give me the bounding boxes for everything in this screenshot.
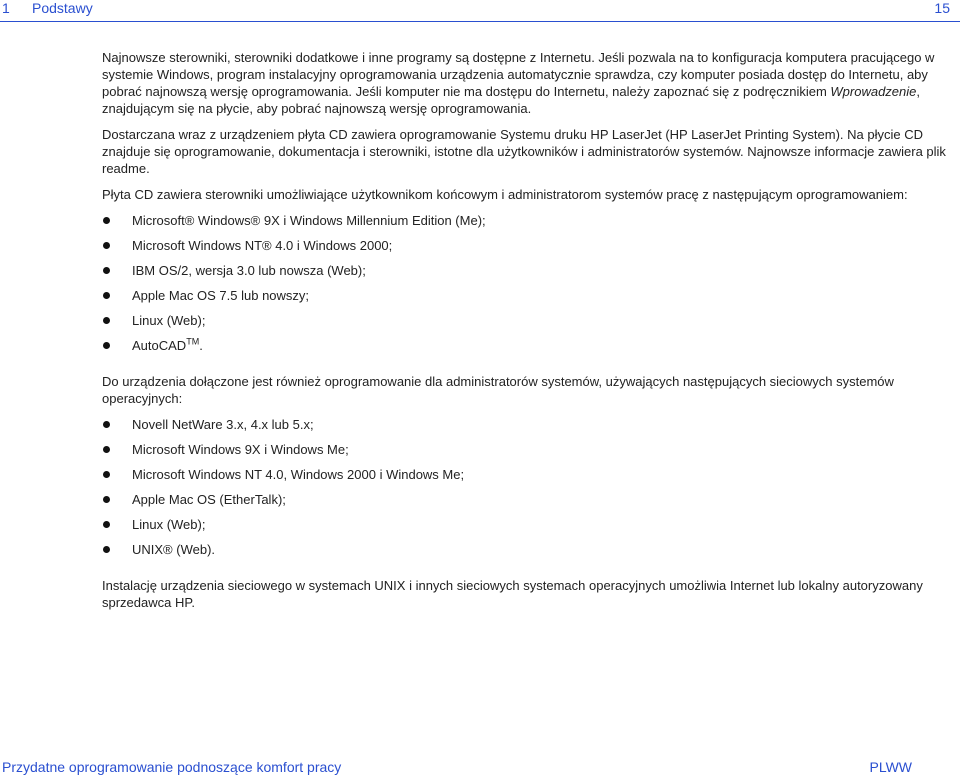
- list-item: [102, 441, 954, 466]
- list-item-text: Microsoft Windows 9X i Windows Me;: [132, 442, 349, 457]
- list-item: [102, 262, 954, 287]
- list-item: [102, 337, 954, 362]
- list-item: [102, 287, 954, 312]
- list-item: [102, 491, 954, 516]
- list-item-text: Linux (Web);: [132, 517, 206, 532]
- list-item-text: Apple Mac OS 7.5 lub nowszy;: [132, 288, 310, 303]
- list-item-text: Linux (Web);: [132, 313, 206, 328]
- bullet-icon: [103, 217, 110, 224]
- bullet-icon: [103, 267, 110, 274]
- list-item-text: Apple Mac OS (EtherTalk);: [132, 492, 286, 507]
- list-item-text: Microsoft Windows NT® 4.0 i Windows 2000;: [132, 238, 393, 253]
- bullet-icon: [103, 521, 110, 528]
- bullet-icon: [103, 421, 110, 428]
- trademark-mark: TM: [186, 336, 200, 347]
- bullet-icon: [103, 317, 110, 324]
- paragraph-cd-drivers-intro: Płyta CD zawiera sterowniki umożliwiające użytkownikom końcowym i administratorom systemów pracę z następującym oprogramowaniem:: [102, 187, 908, 202]
- supported-software-list: [102, 212, 954, 362]
- bullet-icon: [103, 242, 110, 249]
- list-item-text: AutoCAD: [132, 338, 187, 353]
- network-os-list: [102, 416, 954, 566]
- paragraph-unix-install: Instalację urządzenia sieciowego w systemach UNIX i innych sieciowych systemach operacyjnych umożliwia Internet lub lokalny autoryzowany sprzedawca HP.: [102, 578, 923, 610]
- chapter-number: 1: [2, 0, 10, 16]
- list-item-text: UNIX® (Web).: [132, 542, 216, 557]
- list-item: [102, 212, 954, 237]
- paragraph-cd-contents: Dostarczana wraz z urządzeniem płyta CD zawiera oprogramowanie Systemu druku HP LaserJet (HP LaserJet Printing System). Na płycie CD znajduje się oprogramowanie, dokumentacja i sterowniki, istotne dla użytkowników i administratorów systemów. Najnowsze informacje zawiera plik readme.: [102, 127, 946, 176]
- list-item-text: Novell NetWare 3.x, 4.x lub 5.x;: [132, 417, 314, 432]
- footer-language-code: PLWW: [869, 759, 912, 775]
- paragraph-text: Najnowsze sterowniki, sterowniki dodatkowe i inne programy są dostępne z Internetu. Jeśli pozwala na to konfiguracja komputera pracującego w systemie Windows, program instalacyjny oprogramowania urządzenia automatycznie sprawdza, czy komputer posiada dostęp do Internetu, aby pobrać najnowszą wersję oprogramowania. Jeśli komputer nie ma dostępu do Internetu, należy zapoznać się z podręcznikiem: [102, 50, 935, 99]
- list-item: [102, 541, 954, 566]
- bullet-icon: [103, 496, 110, 503]
- footer-section-title: Przydatne oprogramowanie podnoszące komfort pracy: [2, 759, 342, 775]
- list-item-text: .: [199, 338, 203, 353]
- page-header: [0, 0, 960, 22]
- bullet-icon: [103, 342, 110, 349]
- bullet-icon: [103, 446, 110, 453]
- paragraph-network-admin: Do urządzenia dołączone jest również oprogramowanie dla administratorów systemów, używających następujących sieciowych systemów operacyjnych:: [102, 374, 894, 406]
- list-item-text: Microsoft Windows NT 4.0, Windows 2000 i Windows Me;: [132, 467, 465, 482]
- bullet-icon: [103, 292, 110, 299]
- list-item-text: IBM OS/2, wersja 3.0 lub nowsza (Web);: [132, 263, 366, 278]
- paragraph-text: , znajdującym się na płycie, aby pobrać najnowszą wersję oprogramowania.: [102, 84, 921, 116]
- bullet-icon: [103, 471, 110, 478]
- list-item: [102, 466, 954, 491]
- list-item-text: Microsoft® Windows® 9X i Windows Millennium Edition (Me);: [132, 213, 486, 228]
- page-number: 15: [934, 0, 950, 16]
- list-item: [102, 312, 954, 337]
- chapter-title: Podstawy: [32, 0, 93, 16]
- header-divider: [0, 21, 960, 22]
- page-footer: [0, 759, 960, 777]
- guide-title-emphasis: Wprowadzenie: [830, 84, 917, 99]
- document-body: [102, 49, 954, 620]
- list-item: [102, 516, 954, 541]
- bullet-icon: [103, 546, 110, 553]
- list-item: [102, 416, 954, 441]
- list-item: [102, 237, 954, 262]
- paragraph-internet-drivers: [102, 49, 954, 117]
